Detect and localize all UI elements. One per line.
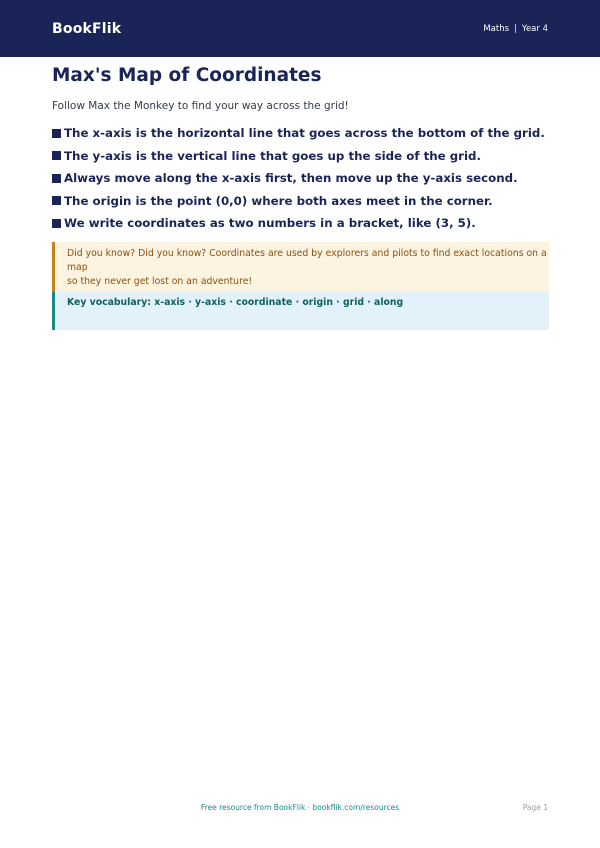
did-you-know-callout <box>52 242 549 292</box>
list-item <box>52 167 552 190</box>
bullet-square-icon <box>52 129 61 138</box>
header-meta <box>483 24 548 34</box>
bullet-square-icon <box>52 174 61 183</box>
bullet-square-icon <box>52 196 61 205</box>
site-header <box>0 0 600 57</box>
bullet-square-icon <box>52 219 61 228</box>
list-item-text: The y-axis is the vertical line that goes up the side of the grid. <box>64 148 481 163</box>
list-item <box>52 212 552 235</box>
callout-line-1: Did you know? Did you know? Coordinates are used by explorers and pilots to find exact locations on a map <box>67 248 547 273</box>
list-item-text: The x-axis is the horizontal line that goes across the bottom of the grid. <box>64 126 545 141</box>
key-points-list <box>52 122 552 235</box>
list-item-text: The origin is the point (0,0) where both axes meet in the corner. <box>64 193 493 208</box>
subject-label: Maths <box>483 23 510 34</box>
list-item <box>52 190 552 213</box>
meta-separator: | <box>514 23 517 34</box>
bullet-square-icon <box>52 151 61 160</box>
key-vocabulary-box <box>52 292 549 330</box>
list-item <box>52 145 552 168</box>
year-label: Year 4 <box>521 23 548 34</box>
callout-line-2: so they never get lost on an adventure! <box>67 276 253 287</box>
brand-logo[interactable]: BookFlik <box>52 20 122 37</box>
list-item <box>52 122 552 145</box>
vocabulary-text: Key vocabulary: x-axis · y-axis · coordinate · origin · grid · along <box>67 297 404 308</box>
list-item-text: We write coordinates as two numbers in a bracket, like (3, 5). <box>64 216 476 231</box>
intro-text: Follow Max the Monkey to find your way across the grid! <box>52 100 349 112</box>
page-title: Max's Map of Coordinates <box>52 65 322 86</box>
footer-credit[interactable]: Free resource from BookFlik · bookflik.com/resources <box>200 803 400 812</box>
list-item-text: Always move along the x-axis first, then move up the y-axis second. <box>64 171 518 186</box>
page-number: Page 1 <box>522 803 548 812</box>
